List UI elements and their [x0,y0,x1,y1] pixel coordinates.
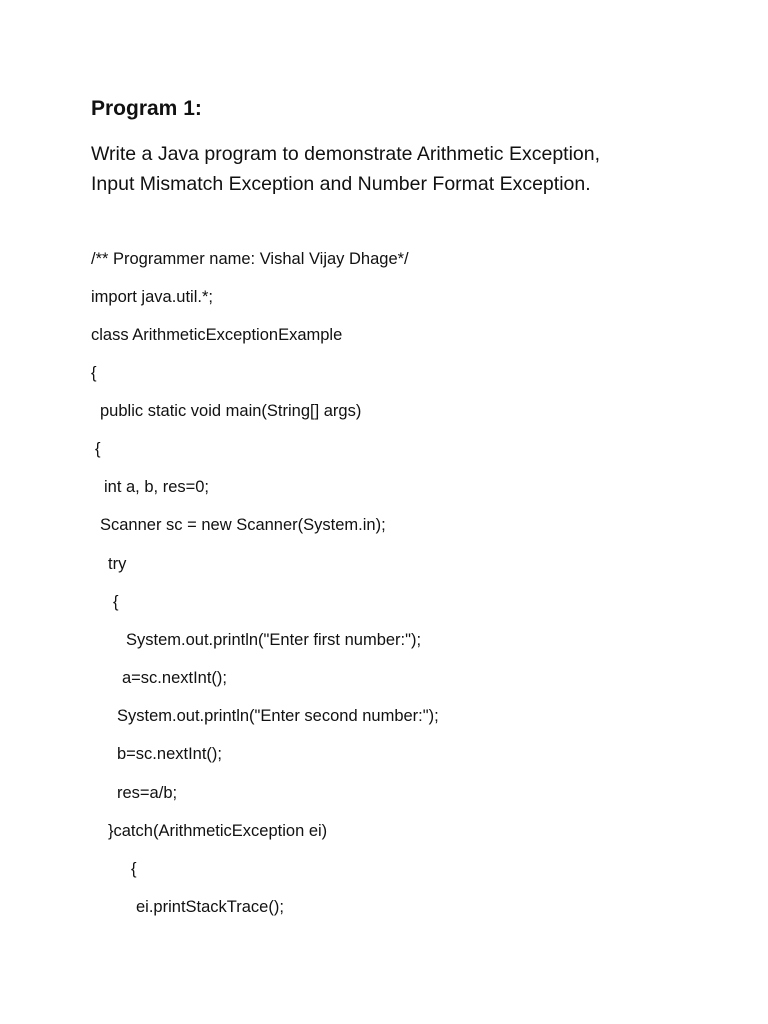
program-heading: Program 1: [91,97,202,120]
code-line-open-brace: { [113,593,119,611]
code-line-declare: int a, b, res=0; [104,478,210,496]
code-line-stacktrace: ei.printStackTrace(); [136,898,284,916]
code-line-divide: res=a/b; [117,784,178,802]
code-line-try: try [108,555,127,573]
code-line-catch: }catch(ArithmeticException ei) [108,822,328,840]
code-line-print-second: System.out.println("Enter second number:"); [117,707,439,725]
task-line: Write a Java program to demonstrate Arithmetic Exception, [91,143,601,165]
task-description [91,139,711,199]
code-line-print-first: System.out.println("Enter first number:"); [126,631,422,649]
code-line-scanner: Scanner sc = new Scanner(System.in); [100,516,386,534]
code-line-open-brace: { [91,364,97,382]
code-line-open-brace: { [131,860,137,878]
code-line-main: public static void main(String[] args) [100,402,362,420]
code-line-read-b: b=sc.nextInt(); [117,745,223,763]
task-line: Input Mismatch Exception and Number Format Exception. [91,173,591,195]
code-line-read-a: a=sc.nextInt(); [122,669,228,687]
code-line-open-brace: { [95,440,101,458]
code-line-import: import java.util.*; [91,288,213,306]
code-line-class: class ArithmeticExceptionExample [91,326,343,344]
code-line-comment: /** Programmer name: Vishal Vijay Dhage*/ [91,250,409,268]
